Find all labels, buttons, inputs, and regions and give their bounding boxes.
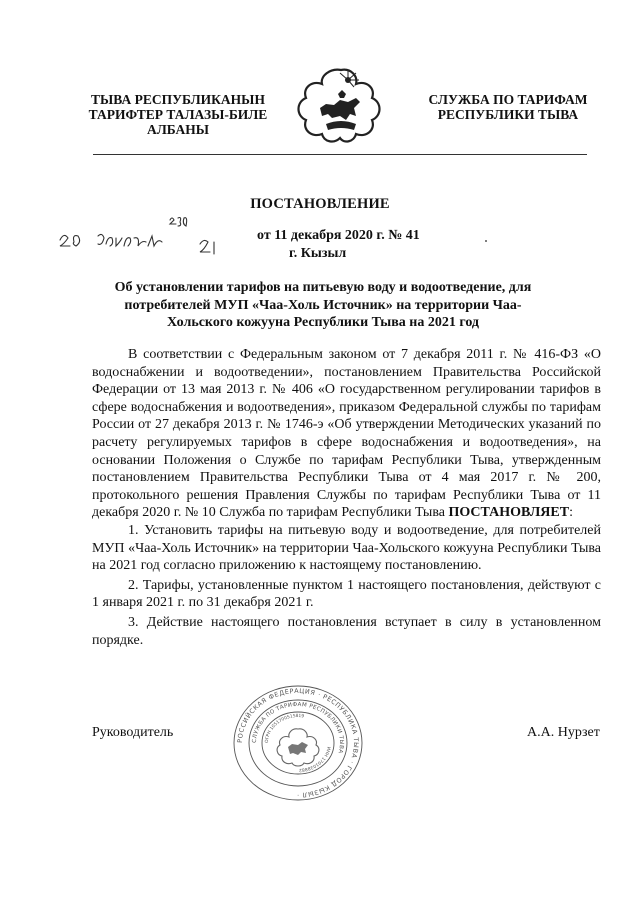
document-title: Об установлении тарифов на питьевую воду и водоотведение, для потребителей МУП «Чаа-Холь Источник» на территории Чаа-Хольского кожууна Республики Тыва на 2021 год: [114, 280, 532, 330]
official-seal-stamp: [230, 683, 366, 803]
stamp-inn: ИНН 1701038882: [298, 746, 331, 773]
stamp-emblem-icon: [277, 729, 319, 766]
stamp-middle-text: СЛУЖБА ПО ТАРИФАМ РЕСПУБЛИКИ ТЫВА: [251, 701, 345, 754]
item-1: 1. Установить тарифы на питьевую воду и водоотведение, для потребителей МУП «Чаа-Холь Источник» на территории Чаа-Хольского кожууна Республики Тыва на 2021 год согласно приложению к настоящему постановлению.: [92, 522, 601, 574]
document-body: [92, 346, 601, 649]
resolves-colon: :: [569, 505, 573, 521]
document-type: ПОСТАНОВЛЕНИЕ: [250, 196, 390, 212]
handwritten-date: [58, 212, 238, 256]
tuva-emblem-icon: [296, 64, 386, 144]
signatory-position: Руководитель: [92, 725, 174, 740]
item-3: 3. Действие настоящего постановления вступает в силу в установленном порядке.: [92, 614, 601, 648]
left-agency-name: ТЫВА РЕСПУБЛИКАНЫН ТАРИФТЕР ТАЛАЗЫ-БИЛЕ АЛБАНЫ: [88, 92, 268, 137]
stamp-outer-text: РОССИЙСКАЯ ФЕДЕРАЦИЯ · РЕСПУБЛИКА ТЫВА · ГОРОД КЫЗЫЛ ·: [235, 686, 361, 800]
signatory-name: А.А. Нурзет: [527, 725, 600, 740]
header-divider: [93, 154, 587, 155]
item-2: 2. Тарифы, установленные пунктом 1 настоящего постановления, действуют с 1 января 2021 г. по 31 декабря 2021 г.: [92, 577, 601, 611]
stray-mark: [485, 240, 487, 242]
document-date: от 11 декабря 2020 г. № 41: [257, 228, 420, 243]
resolves-keyword: ПОСТАНОВЛЯЕТ: [448, 505, 570, 521]
preamble-text: В соответствии с Федеральным законом от 7 декабря 2011 г. № 416-ФЗ «О водоснабжении и водоотведении», постановлением Правительства Российской Федерации от 13 мая 2013 г. № 406 «О государственном регулировании тарифов в сфере водоснабжения и водоотведения», приказом Федеральной службы по тарифам России от 27 декабря 2013 г. № 1746-э «Об утверждении Методических указаний по расчету регулируемых тарифов в сфере водоснабжения и водоотведения», на основании Положения о Службе по тарифам Республики Тыва, утвержденным постановлением Правительства Республики Тыва от 4 мая 2017 г. № 200, протокольного решения Правления Службы по тарифам Республики Тыва от 11 декабря 2020 г. № 10 Служба по тарифам Республики Тыва: [92, 347, 601, 521]
document-city: г. Кызыл: [289, 246, 347, 261]
stamp-ogrn: ОГРН 1051700515819: [264, 713, 305, 744]
preamble-paragraph: [92, 346, 601, 522]
right-agency-name: СЛУЖБА ПО ТАРИФАМ РЕСПУБЛИКИ ТЫВА: [428, 92, 588, 122]
